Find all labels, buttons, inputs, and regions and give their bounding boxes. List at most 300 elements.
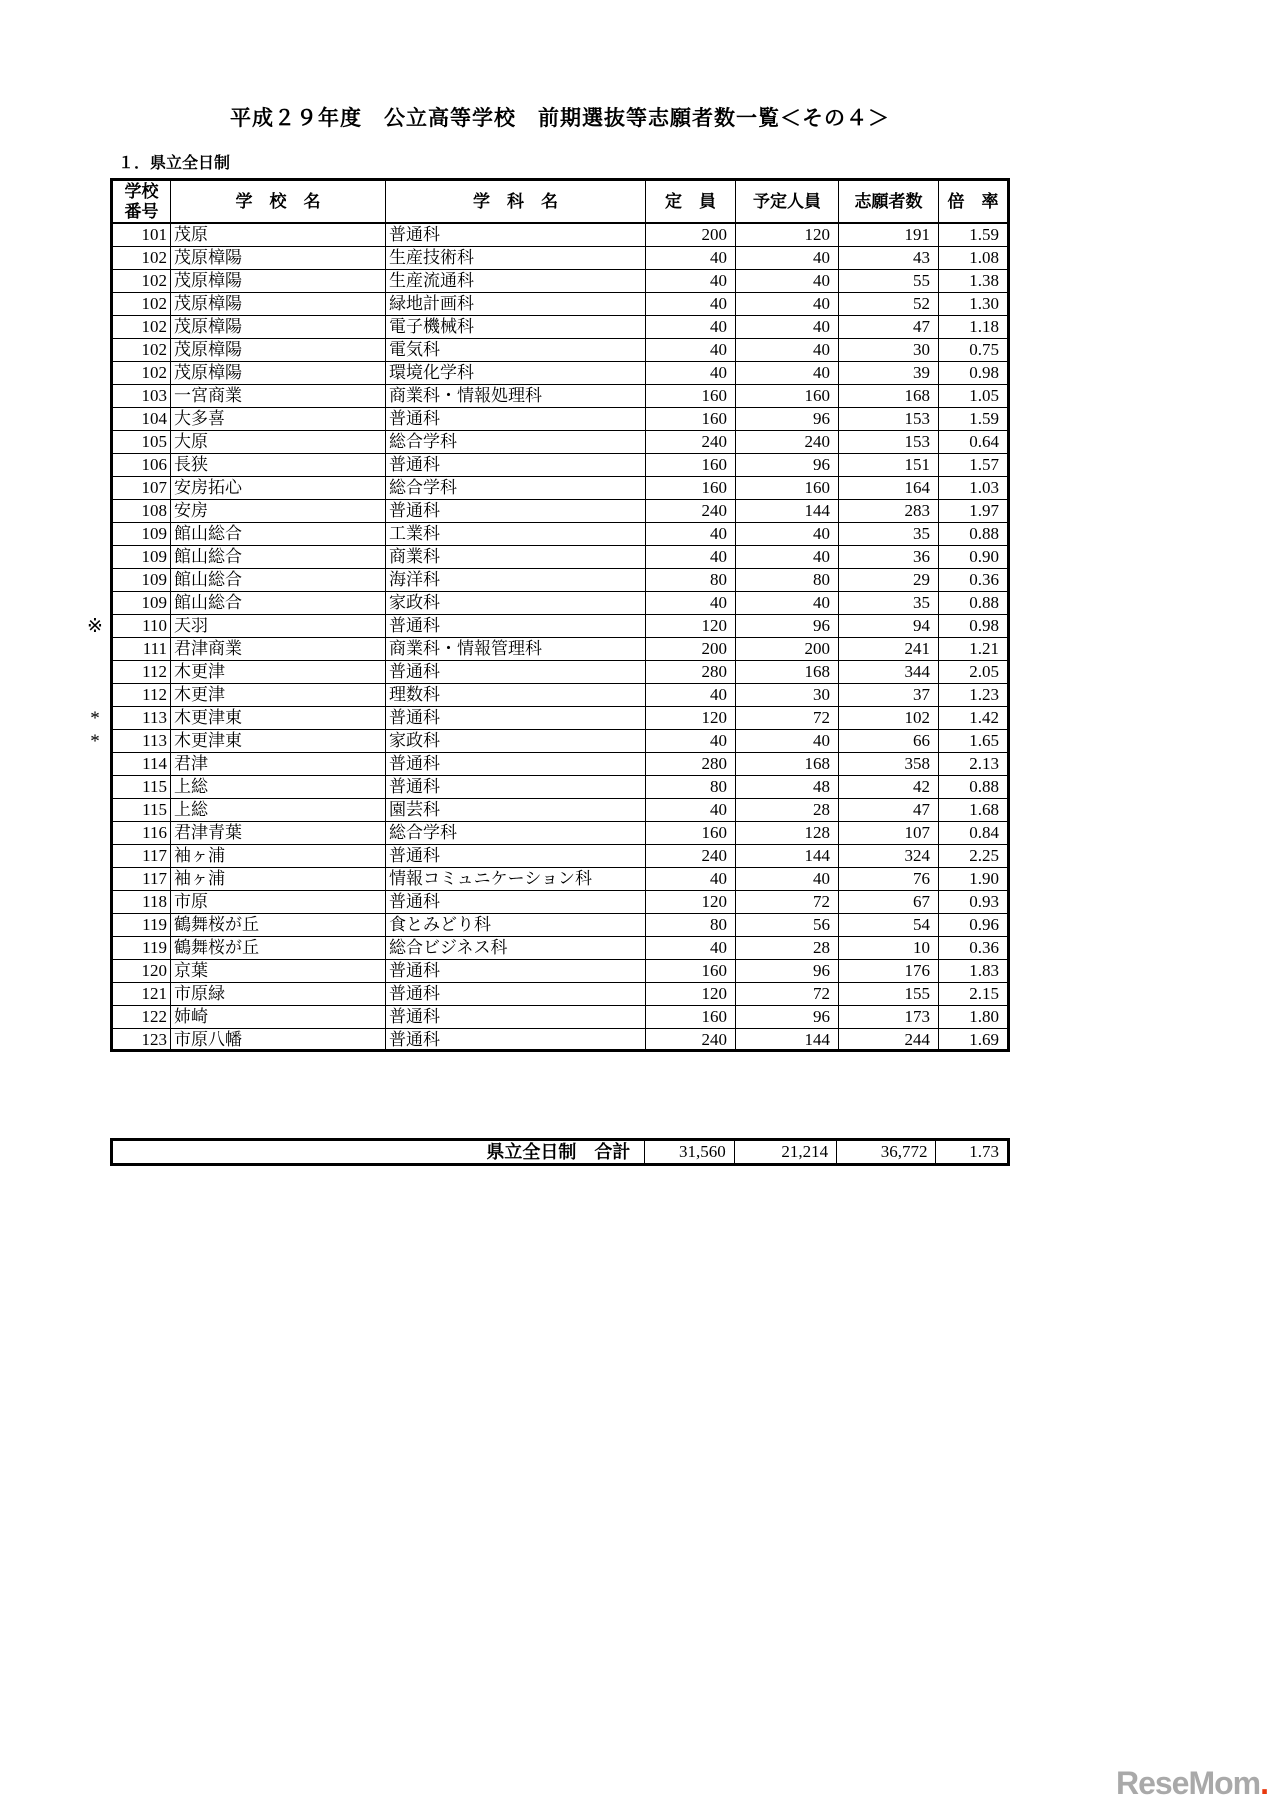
ratio-cell: 0.88	[938, 592, 1010, 615]
applicants-cell: 10	[838, 937, 938, 960]
header-school-number-line1: 学校	[124, 181, 159, 201]
department-cell: 電気科	[385, 339, 645, 362]
school-name-cell: 木更津	[170, 661, 385, 684]
school-name-cell: 茂原樟陽	[170, 316, 385, 339]
department-cell: 海洋科	[385, 569, 645, 592]
row-marker: ※	[87, 616, 103, 637]
department-cell: 環境化学科	[385, 362, 645, 385]
school-number-cell: 115	[110, 776, 170, 799]
capacity-cell: 120	[645, 615, 735, 638]
table-row	[80, 845, 1010, 868]
applicants-cell: 47	[838, 799, 938, 822]
applicants-cell: 29	[838, 569, 938, 592]
total-planned: 21,214	[734, 1141, 836, 1163]
capacity-cell: 280	[645, 753, 735, 776]
table-row	[80, 799, 1010, 822]
school-name-cell: 大原	[170, 431, 385, 454]
ratio-cell: 2.25	[938, 845, 1010, 868]
ratio-cell: 2.05	[938, 661, 1010, 684]
planned-cell: 120	[735, 224, 838, 247]
planned-cell: 96	[735, 454, 838, 477]
planned-cell: 96	[735, 960, 838, 983]
school-name-cell: 木更津東	[170, 730, 385, 753]
planned-cell: 40	[735, 293, 838, 316]
table-body	[80, 224, 1010, 1052]
applicants-cell: 52	[838, 293, 938, 316]
capacity-cell: 160	[645, 960, 735, 983]
table-row	[80, 431, 1010, 454]
ratio-cell: 0.88	[938, 776, 1010, 799]
department-cell: 商業科	[385, 546, 645, 569]
department-cell: 普通科	[385, 983, 645, 1006]
capacity-cell: 160	[645, 822, 735, 845]
header-applicants-label: 志願者数	[854, 191, 923, 211]
department-cell: 家政科	[385, 730, 645, 753]
applicants-cell: 102	[838, 707, 938, 730]
header-ratio-label: 倍 率	[947, 191, 999, 211]
planned-cell: 40	[735, 316, 838, 339]
table-row	[80, 822, 1010, 845]
planned-cell: 96	[735, 408, 838, 431]
school-number-cell: 109	[110, 592, 170, 615]
planned-cell: 144	[735, 500, 838, 523]
school-number-cell: 109	[110, 569, 170, 592]
capacity-cell: 120	[645, 891, 735, 914]
applicants-cell: 76	[838, 868, 938, 891]
department-cell: 情報コミュニケーション科	[385, 868, 645, 891]
planned-cell: 40	[735, 523, 838, 546]
ratio-cell: 1.83	[938, 960, 1010, 983]
school-number-cell: 109	[110, 546, 170, 569]
school-name-cell: 安房	[170, 500, 385, 523]
planned-cell: 72	[735, 891, 838, 914]
applicants-cell: 155	[838, 983, 938, 1006]
school-number-cell: 105	[110, 431, 170, 454]
total-applicants: 36,772	[836, 1141, 935, 1163]
school-number-cell: 111	[110, 638, 170, 661]
school-name-cell: 茂原樟陽	[170, 362, 385, 385]
header-school-name-label: 学 校 名	[235, 191, 321, 211]
school-name-cell: 茂原樟陽	[170, 270, 385, 293]
ratio-cell: 1.59	[938, 408, 1010, 431]
school-name-cell: 上総	[170, 799, 385, 822]
table-row	[80, 385, 1010, 408]
school-name-cell: 大多喜	[170, 408, 385, 431]
row-marker	[80, 937, 110, 960]
table-row	[80, 477, 1010, 500]
header-planned	[735, 178, 838, 224]
row-marker	[80, 247, 110, 270]
table-row	[80, 500, 1010, 523]
page-title: 平成２９年度 公立高等学校 前期選抜等志願者数一覧＜その４＞	[230, 107, 890, 130]
applicants-cell: 324	[838, 845, 938, 868]
planned-cell: 40	[735, 270, 838, 293]
applicants-cell: 241	[838, 638, 938, 661]
capacity-cell: 80	[645, 776, 735, 799]
capacity-cell: 40	[645, 799, 735, 822]
table-row	[80, 776, 1010, 799]
planned-cell: 200	[735, 638, 838, 661]
department-cell: 普通科	[385, 408, 645, 431]
school-number-cell: 112	[110, 661, 170, 684]
table-row	[80, 684, 1010, 707]
table-row	[80, 960, 1010, 983]
ratio-cell: 1.21	[938, 638, 1010, 661]
school-number-cell: 102	[110, 270, 170, 293]
planned-cell: 30	[735, 684, 838, 707]
capacity-cell: 240	[645, 431, 735, 454]
row-marker	[80, 362, 110, 385]
ratio-cell: 0.64	[938, 431, 1010, 454]
capacity-cell: 80	[645, 569, 735, 592]
section-label: １．県立全日制	[118, 155, 231, 172]
ratio-cell: 2.15	[938, 983, 1010, 1006]
school-number-cell: 117	[110, 868, 170, 891]
applicants-cell: 35	[838, 592, 938, 615]
row-marker	[80, 293, 110, 316]
school-name-cell: 市原	[170, 891, 385, 914]
header-school-number-line2: 番号	[124, 201, 159, 221]
capacity-cell: 40	[645, 316, 735, 339]
row-marker	[80, 592, 110, 615]
ratio-cell: 1.65	[938, 730, 1010, 753]
row-marker	[80, 523, 110, 546]
total-capacity: 31,560	[644, 1141, 733, 1163]
school-number-cell: 102	[110, 339, 170, 362]
capacity-cell: 40	[645, 362, 735, 385]
applicants-cell: 47	[838, 316, 938, 339]
planned-cell: 144	[735, 1029, 838, 1052]
planned-cell: 56	[735, 914, 838, 937]
school-name-cell: 茂原樟陽	[170, 339, 385, 362]
planned-cell: 40	[735, 730, 838, 753]
header-school-name	[170, 178, 385, 224]
school-number-cell: 102	[110, 293, 170, 316]
row-marker	[80, 1029, 110, 1052]
row-marker	[80, 316, 110, 339]
planned-cell: 72	[735, 707, 838, 730]
total-label: 県立全日制 合計	[486, 1142, 631, 1162]
school-name-cell: 市原緑	[170, 983, 385, 1006]
table-row	[80, 523, 1010, 546]
planned-cell: 240	[735, 431, 838, 454]
applicants-cell: 39	[838, 362, 938, 385]
school-number-cell: 113	[110, 707, 170, 730]
school-name-cell: 茂原	[170, 224, 385, 247]
applicants-cell: 358	[838, 753, 938, 776]
ratio-cell: 0.36	[938, 569, 1010, 592]
department-cell: 商業科・情報処理科	[385, 385, 645, 408]
row-marker	[80, 753, 110, 776]
table-row	[80, 224, 1010, 247]
school-name-cell: 館山総合	[170, 546, 385, 569]
header-marker-spacer	[80, 178, 110, 224]
ratio-cell: 1.05	[938, 385, 1010, 408]
header-school-number	[110, 178, 170, 224]
row-marker	[80, 454, 110, 477]
table-row	[80, 316, 1010, 339]
school-number-cell: 118	[110, 891, 170, 914]
ratio-cell: 2.13	[938, 753, 1010, 776]
capacity-cell: 40	[645, 868, 735, 891]
applicants-cell: 191	[838, 224, 938, 247]
table-row	[80, 730, 1010, 753]
row-marker: *	[90, 731, 100, 752]
capacity-cell: 160	[645, 408, 735, 431]
department-cell: 園芸科	[385, 799, 645, 822]
table-row	[80, 868, 1010, 891]
table-row	[80, 891, 1010, 914]
school-name-cell: 天羽	[170, 615, 385, 638]
row-marker	[80, 868, 110, 891]
school-name-cell: 茂原樟陽	[170, 247, 385, 270]
total-ratio: 1.73	[935, 1141, 1007, 1163]
planned-cell: 40	[735, 546, 838, 569]
ratio-cell: 0.90	[938, 546, 1010, 569]
capacity-cell: 40	[645, 546, 735, 569]
row-marker: *	[90, 708, 100, 729]
resemom-logo	[1116, 1765, 1268, 1802]
planned-cell: 160	[735, 477, 838, 500]
table-row	[80, 270, 1010, 293]
ratio-cell: 1.80	[938, 1006, 1010, 1029]
table-row	[80, 1006, 1010, 1029]
table-row	[80, 592, 1010, 615]
capacity-cell: 40	[645, 293, 735, 316]
capacity-cell: 240	[645, 845, 735, 868]
table-row	[80, 408, 1010, 431]
header-planned-label: 予定人員	[753, 191, 821, 211]
planned-cell: 168	[735, 661, 838, 684]
ratio-cell: 1.69	[938, 1029, 1010, 1052]
row-marker	[80, 684, 110, 707]
ratio-cell: 0.75	[938, 339, 1010, 362]
school-name-cell: 館山総合	[170, 523, 385, 546]
applicants-table	[80, 178, 1010, 1052]
school-number-cell: 117	[110, 845, 170, 868]
applicants-cell: 67	[838, 891, 938, 914]
school-number-cell: 122	[110, 1006, 170, 1029]
row-marker	[80, 408, 110, 431]
ratio-cell: 0.93	[938, 891, 1010, 914]
row-marker	[80, 822, 110, 845]
table-row	[80, 339, 1010, 362]
school-number-cell: 112	[110, 684, 170, 707]
department-cell: 工業科	[385, 523, 645, 546]
department-cell: 普通科	[385, 707, 645, 730]
department-cell: 生産流通科	[385, 270, 645, 293]
school-name-cell: 安房拓心	[170, 477, 385, 500]
row-marker	[80, 270, 110, 293]
capacity-cell: 200	[645, 638, 735, 661]
school-number-cell: 119	[110, 937, 170, 960]
ratio-cell: 1.42	[938, 707, 1010, 730]
capacity-cell: 40	[645, 523, 735, 546]
ratio-cell: 1.57	[938, 454, 1010, 477]
capacity-cell: 40	[645, 339, 735, 362]
school-number-cell: 101	[110, 224, 170, 247]
planned-cell: 40	[735, 247, 838, 270]
school-name-cell: 木更津東	[170, 707, 385, 730]
ratio-cell: 0.36	[938, 937, 1010, 960]
row-marker	[80, 431, 110, 454]
department-cell: 緑地計画科	[385, 293, 645, 316]
school-name-cell: 袖ヶ浦	[170, 868, 385, 891]
planned-cell: 48	[735, 776, 838, 799]
row-marker	[80, 661, 110, 684]
department-cell: 普通科	[385, 454, 645, 477]
row-marker	[80, 776, 110, 799]
department-cell: 家政科	[385, 592, 645, 615]
ratio-cell: 0.88	[938, 523, 1010, 546]
table-row	[80, 569, 1010, 592]
row-marker	[80, 638, 110, 661]
department-cell: 普通科	[385, 224, 645, 247]
applicants-cell: 43	[838, 247, 938, 270]
header-capacity	[645, 178, 735, 224]
planned-cell: 96	[735, 1006, 838, 1029]
row-marker	[80, 914, 110, 937]
applicants-cell: 283	[838, 500, 938, 523]
school-name-cell: 茂原樟陽	[170, 293, 385, 316]
row-marker	[80, 845, 110, 868]
planned-cell: 28	[735, 937, 838, 960]
capacity-cell: 160	[645, 454, 735, 477]
school-number-cell: 109	[110, 523, 170, 546]
capacity-cell: 160	[645, 1006, 735, 1029]
ratio-cell: 1.08	[938, 247, 1010, 270]
row-marker	[80, 224, 110, 247]
ratio-cell: 1.03	[938, 477, 1010, 500]
capacity-cell: 80	[645, 914, 735, 937]
school-name-cell: 一宮商業	[170, 385, 385, 408]
total-row	[110, 1138, 1010, 1166]
school-number-cell: 108	[110, 500, 170, 523]
applicants-cell: 173	[838, 1006, 938, 1029]
school-name-cell: 長狭	[170, 454, 385, 477]
applicants-cell: 55	[838, 270, 938, 293]
department-cell: 食とみどり科	[385, 914, 645, 937]
applicants-cell: 30	[838, 339, 938, 362]
department-cell: 総合ビジネス科	[385, 937, 645, 960]
applicants-cell: 168	[838, 385, 938, 408]
department-cell: 普通科	[385, 661, 645, 684]
school-name-cell: 姉崎	[170, 1006, 385, 1029]
row-marker	[80, 960, 110, 983]
row-marker	[80, 569, 110, 592]
department-cell: 普通科	[385, 1029, 645, 1052]
table-row	[80, 661, 1010, 684]
applicants-cell: 176	[838, 960, 938, 983]
applicants-cell: 164	[838, 477, 938, 500]
table-row	[80, 454, 1010, 477]
ratio-cell: 0.84	[938, 822, 1010, 845]
school-name-cell: 袖ヶ浦	[170, 845, 385, 868]
table-row	[80, 707, 1010, 730]
table-row	[80, 983, 1010, 1006]
applicants-cell: 344	[838, 661, 938, 684]
ratio-cell: 1.23	[938, 684, 1010, 707]
planned-cell: 28	[735, 799, 838, 822]
school-number-cell: 103	[110, 385, 170, 408]
department-cell: 生産技術科	[385, 247, 645, 270]
school-number-cell: 120	[110, 960, 170, 983]
capacity-cell: 40	[645, 937, 735, 960]
row-marker	[80, 339, 110, 362]
ratio-cell: 0.98	[938, 362, 1010, 385]
planned-cell: 144	[735, 845, 838, 868]
department-cell: 普通科	[385, 960, 645, 983]
school-name-cell: 君津青葉	[170, 822, 385, 845]
ratio-cell: 1.68	[938, 799, 1010, 822]
capacity-cell: 160	[645, 385, 735, 408]
applicants-cell: 151	[838, 454, 938, 477]
resemom-logo-dot: .	[1260, 1765, 1268, 1801]
table-row	[80, 615, 1010, 638]
header-department-label: 学 科 名	[473, 191, 558, 211]
school-number-cell: 104	[110, 408, 170, 431]
department-cell: 総合学科	[385, 431, 645, 454]
planned-cell: 40	[735, 362, 838, 385]
applicants-cell: 244	[838, 1029, 938, 1052]
department-cell: 普通科	[385, 753, 645, 776]
school-name-cell: 鶴舞桜が丘	[170, 914, 385, 937]
header-capacity-label: 定 員	[665, 191, 716, 211]
planned-cell: 128	[735, 822, 838, 845]
school-number-cell: 121	[110, 983, 170, 1006]
school-name-cell: 京葉	[170, 960, 385, 983]
table-row	[80, 546, 1010, 569]
row-marker	[80, 799, 110, 822]
planned-cell: 168	[735, 753, 838, 776]
applicants-cell: 37	[838, 684, 938, 707]
ratio-cell: 0.96	[938, 914, 1010, 937]
department-cell: 普通科	[385, 615, 645, 638]
ratio-cell: 1.97	[938, 500, 1010, 523]
capacity-cell: 240	[645, 1029, 735, 1052]
ratio-cell: 1.18	[938, 316, 1010, 339]
department-cell: 普通科	[385, 845, 645, 868]
school-number-cell: 116	[110, 822, 170, 845]
capacity-cell: 240	[645, 500, 735, 523]
row-marker	[80, 546, 110, 569]
table-row	[80, 914, 1010, 937]
school-name-cell: 木更津	[170, 684, 385, 707]
capacity-cell: 200	[645, 224, 735, 247]
department-cell: 普通科	[385, 500, 645, 523]
row-marker	[80, 891, 110, 914]
capacity-cell: 120	[645, 983, 735, 1006]
applicants-cell: 107	[838, 822, 938, 845]
school-name-cell: 君津商業	[170, 638, 385, 661]
capacity-cell: 160	[645, 477, 735, 500]
planned-cell: 40	[735, 592, 838, 615]
ratio-cell: 1.30	[938, 293, 1010, 316]
department-cell: 普通科	[385, 891, 645, 914]
capacity-cell: 40	[645, 270, 735, 293]
planned-cell: 72	[735, 983, 838, 1006]
school-name-cell: 館山総合	[170, 569, 385, 592]
resemom-logo-text: ReseMom	[1115, 1765, 1261, 1801]
school-number-cell: 107	[110, 477, 170, 500]
table-header-row	[80, 178, 1010, 224]
table-row	[80, 247, 1010, 270]
school-number-cell: 102	[110, 362, 170, 385]
header-applicants	[838, 178, 938, 224]
ratio-cell: 1.90	[938, 868, 1010, 891]
capacity-cell: 40	[645, 684, 735, 707]
header-ratio	[938, 178, 1010, 224]
